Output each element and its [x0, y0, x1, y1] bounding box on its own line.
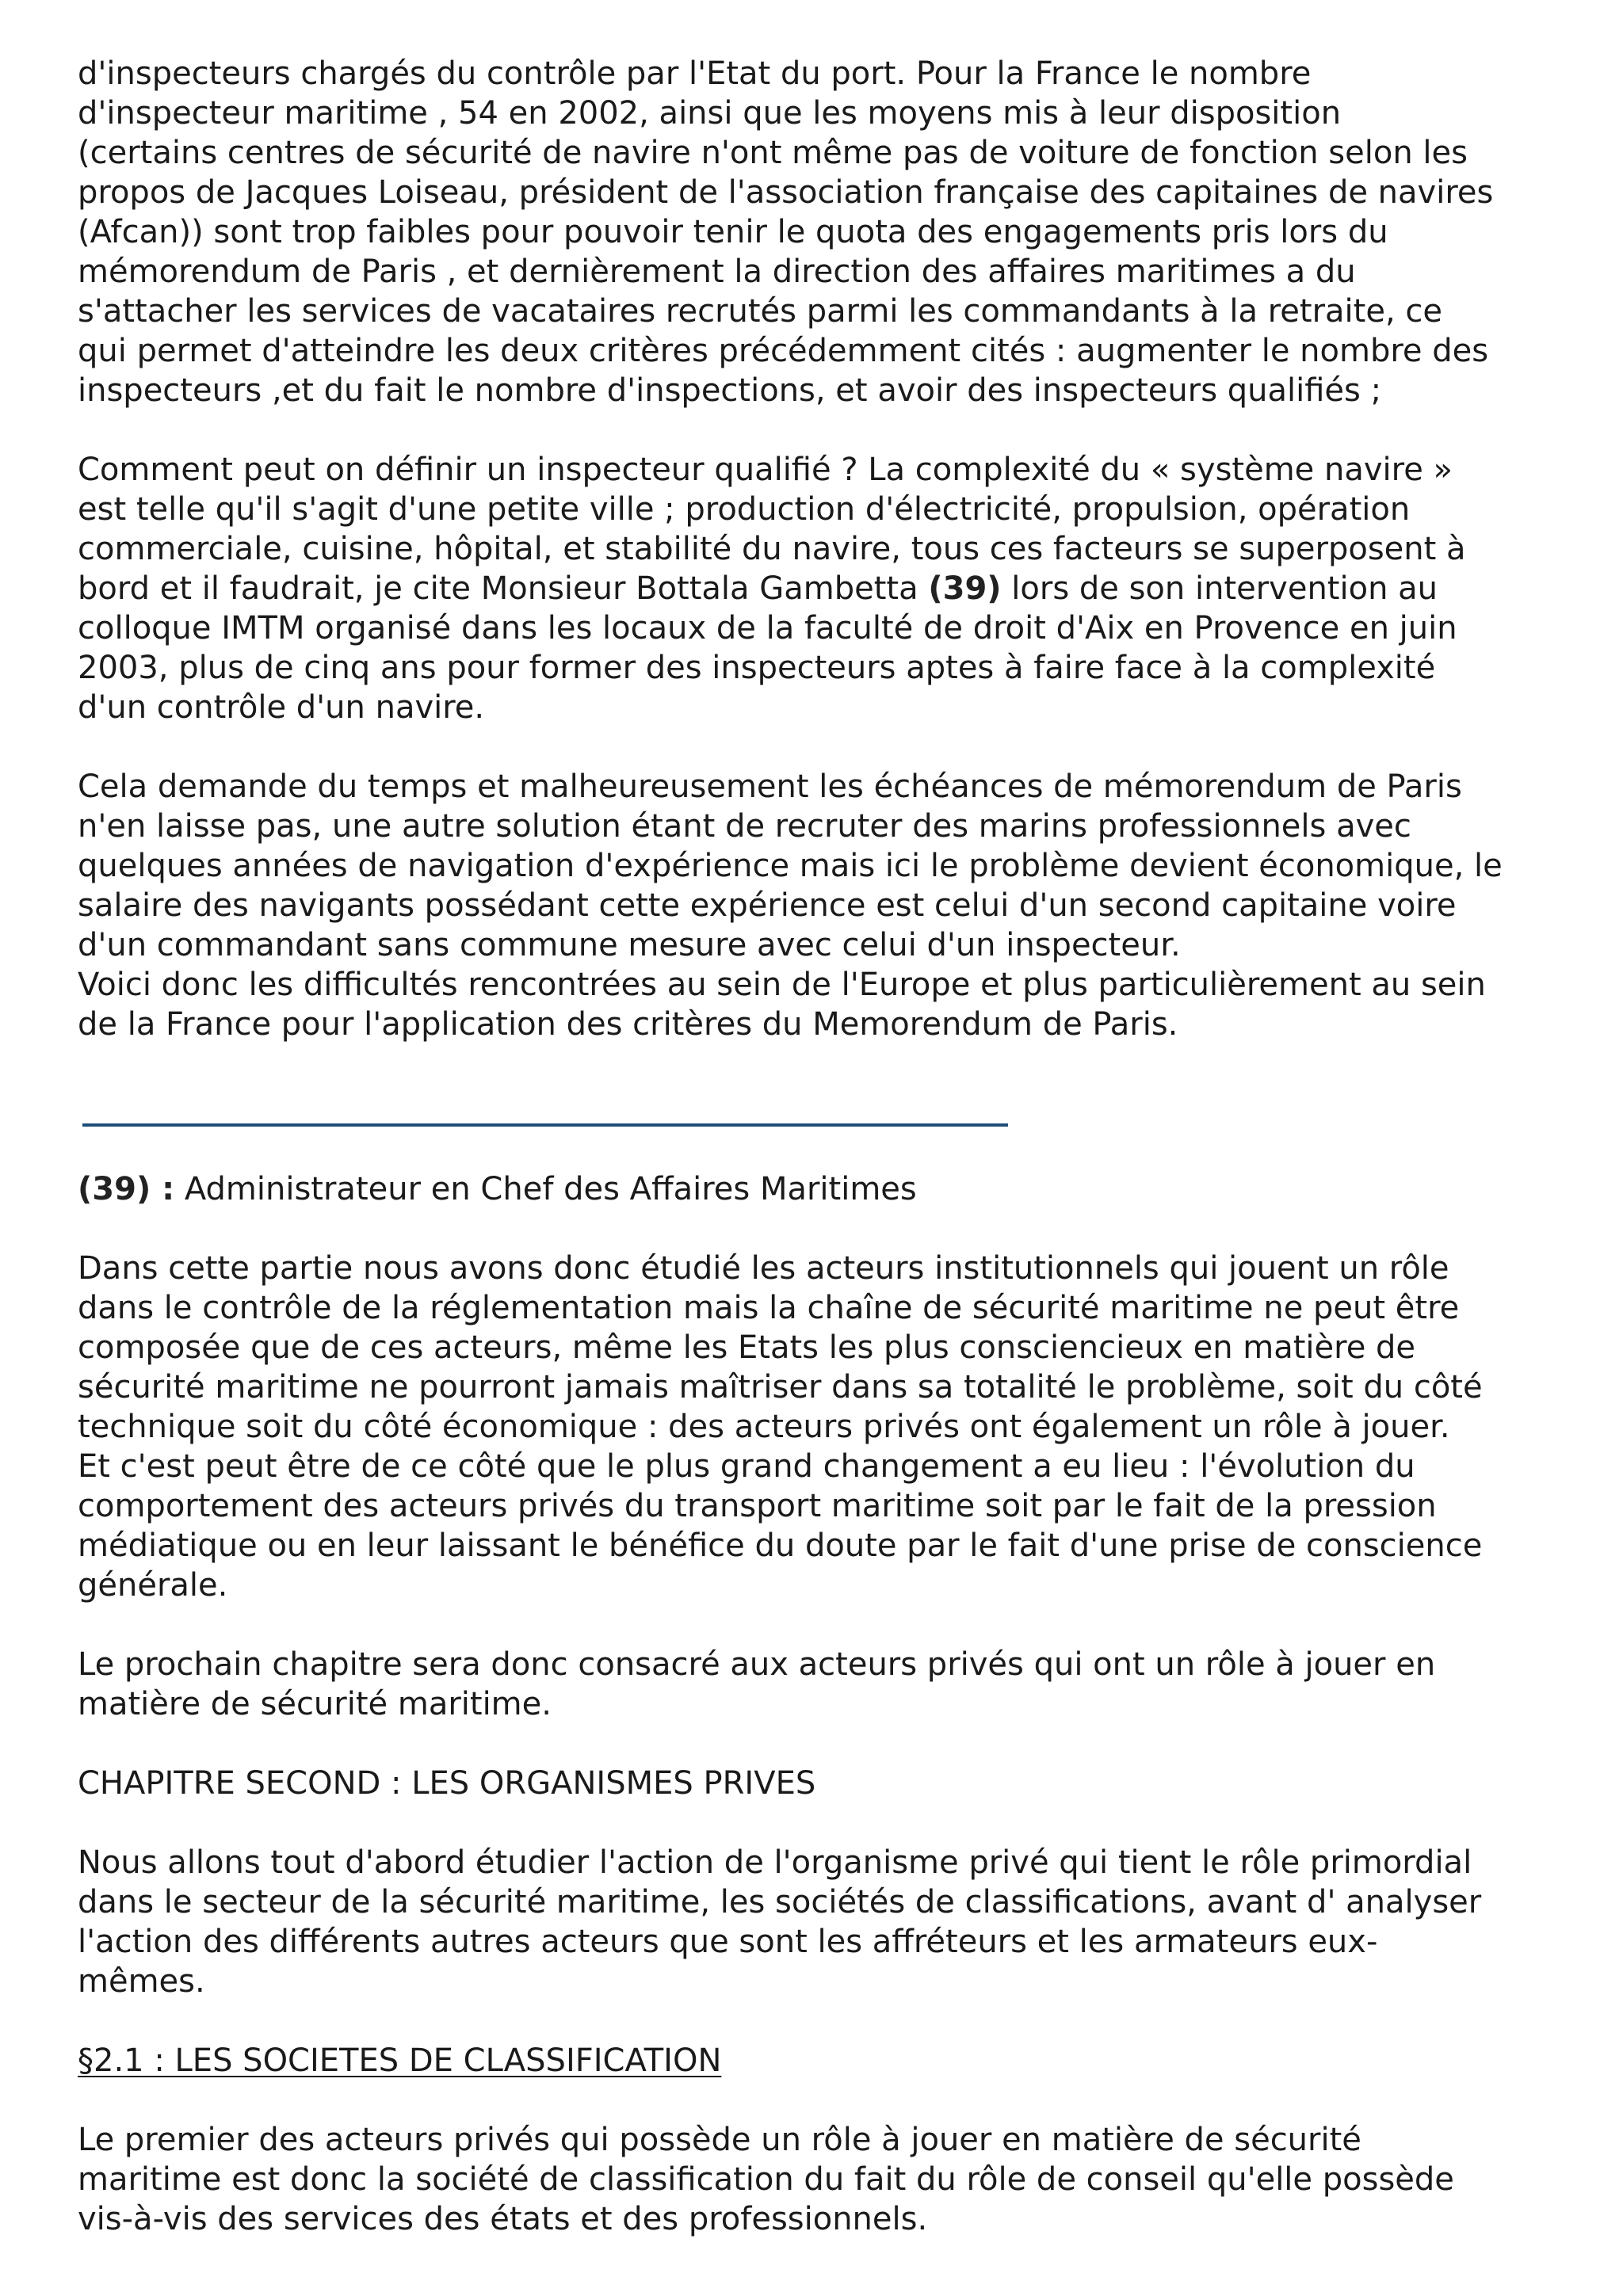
text-line: est telle qu'il s'agit d'une petite ville ; production d'électricité, propulsion, opération — [78, 491, 1411, 528]
text-line: commerciale, cuisine, hôpital, et stabilité du navire, tous ces facteurs se superposent à — [78, 531, 1466, 567]
text-line: Comment peut on définir un inspecteur qualifié ? La complexité du « système navire » — [78, 452, 1453, 488]
text-line: d'inspecteurs chargés du contrôle par l'Etat du port. Pour la France le nombre — [78, 55, 1312, 92]
text-line-with-reference — [78, 569, 1438, 608]
text-segment: bord et il faudrait, je cite Monsieur Bottala Gambetta — [78, 570, 929, 607]
text-line: générale. — [78, 1567, 228, 1604]
text-line: comportement des acteurs privés du transport maritime soit par le fait de la pression — [78, 1488, 1437, 1524]
text-segment: lors de son intervention au — [1001, 570, 1438, 607]
text-line: d'un contrôle d'un navire. — [78, 689, 485, 726]
text-line: matière de sécurité maritime. — [78, 1686, 552, 1722]
text-line: 2003, plus de cinq ans pour former des inspecteurs aptes à faire face à la complexité — [78, 650, 1436, 686]
text-line: vis-à-vis des services des états et des professionnels. — [78, 2201, 928, 2237]
text-line: dans le contrôle de la réglementation mais la chaîne de sécurité maritime ne peut être — [78, 1290, 1460, 1326]
text-line: maritime est donc la société de classification du fait du rôle de conseil qu'elle possède — [78, 2161, 1454, 2198]
footnote-text: Administrateur en Chef des Affaires Maritimes — [174, 1171, 917, 1207]
footnote-reference-link[interactable]: (39) — [928, 570, 1002, 607]
footnote-separator — [82, 1123, 1008, 1127]
text-line: (certains centres de sécurité de navire n'ont même pas de voiture de fonction selon les — [78, 135, 1468, 171]
text-line: médiatique ou en leur laissant le bénéfice du doute par le fait d'une prise de conscience — [78, 1527, 1483, 1564]
text-line: l'action des différents autres acteurs que sont les affréteurs et les armateurs eux- — [78, 1924, 1378, 1960]
text-line: technique soit du côté économique : des acteurs privés ont également un rôle à jouer. — [78, 1409, 1450, 1445]
text-line: mêmes. — [78, 1963, 205, 2000]
text-line: s'attacher les services de vacataires recrutés parmi les commandants à la retraite, ce — [78, 293, 1442, 330]
section-heading: §2.1 : LES SOCIETES DE CLASSIFICATION — [78, 2042, 722, 2079]
text-line: mémorendum de Paris , et dernièrement la direction des affaires maritimes a du — [78, 254, 1356, 290]
footnote-number: (39) : — [78, 1171, 175, 1207]
text-line: composée que de ces acteurs, même les Etats les plus consciencieux en matière de — [78, 1329, 1416, 1366]
text-line: qui permet d'atteindre les deux critères précédemment cités : augmenter le nombre des — [78, 333, 1489, 369]
text-line: inspecteurs ,et du fait le nombre d'inspections, et avoir des inspecteurs qualifiés ; — [78, 372, 1382, 409]
text-line: propos de Jacques Loiseau, président de l'association française des capitaines de navires — [78, 174, 1494, 211]
footnote — [78, 1169, 917, 1209]
text-line: Le premier des acteurs privés qui possède un rôle à jouer en matière de sécurité — [78, 2122, 1361, 2158]
text-line: n'en laisse pas, une autre solution étant de recruter des marins professionnels avec — [78, 808, 1411, 845]
text-line: sécurité maritime ne pourront jamais maîtriser dans sa totalité le problème, soit du côté — [78, 1369, 1483, 1405]
text-line: de la France pour l'application des critères du Memorendum de Paris. — [78, 1006, 1178, 1043]
text-line: Dans cette partie nous avons donc étudié les acteurs institutionnels qui jouent un rôle — [78, 1250, 1449, 1287]
chapter-heading: CHAPITRE SECOND : LES ORGANISMES PRIVES — [78, 1765, 816, 1802]
text-line: Voici donc les difficultés rencontrées au sein de l'Europe et plus particulièrement au sein — [78, 967, 1486, 1003]
text-line: dans le secteur de la sécurité maritime, les sociétés de classifications, avant d' analyser — [78, 1884, 1482, 1920]
text-line: d'inspecteur maritime , 54 en 2002, ainsi que les moyens mis à leur disposition — [78, 95, 1342, 132]
text-line: colloque IMTM organisé dans les locaux de la faculté de droit d'Aix en Provence en juin — [78, 610, 1457, 646]
text-line: Nous allons tout d'abord étudier l'action de l'organisme privé qui tient le rôle primordial — [78, 1844, 1472, 1881]
text-line: salaire des navigants possédant cette expérience est celui d'un second capitaine voire — [78, 887, 1457, 924]
text-line: d'un commandant sans commune mesure avec celui d'un inspecteur. — [78, 927, 1181, 963]
text-line: Cela demande du temps et malheureusement les échéances de mémorendum de Paris — [78, 769, 1462, 805]
text-line: Le prochain chapitre sera donc consacré aux acteurs privés qui ont un rôle à jouer en — [78, 1646, 1436, 1683]
text-line: (Afcan)) sont trop faibles pour pouvoir tenir le quota des engagements pris lors du — [78, 214, 1388, 250]
text-line: Et c'est peut être de ce côté que le plus grand changement a eu lieu : l'évolution du — [78, 1448, 1415, 1485]
text-line: quelques années de navigation d'expérience mais ici le problème devient économique, le — [78, 848, 1503, 884]
